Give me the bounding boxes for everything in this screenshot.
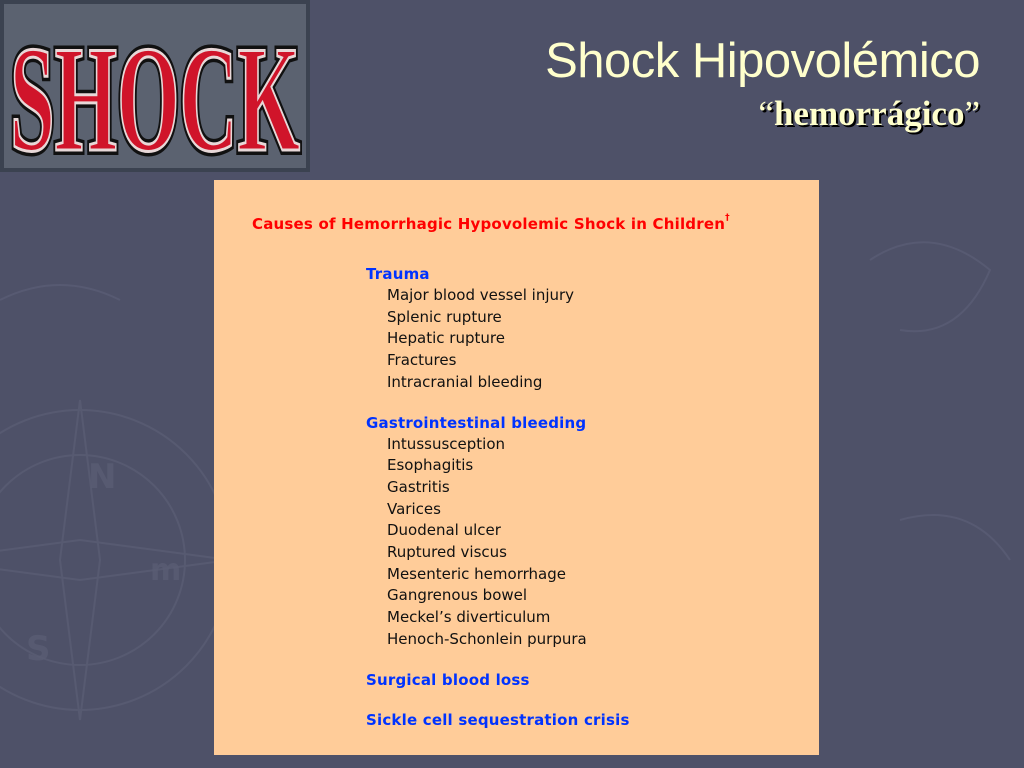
shock-logo: [0, 0, 310, 172]
list-item: Hepatic rupture: [387, 329, 505, 348]
table-caption-text: Causes of Hemorrhagic Hypovolemic Shock in Children: [252, 215, 726, 233]
title-main: Shock Hipovolémico: [545, 34, 980, 88]
list-item: Gastritis: [387, 477, 450, 496]
cause-groups: [366, 263, 630, 749]
list-item: Varices: [387, 499, 441, 518]
list-item: Mesenteric hemorrhage: [387, 564, 566, 583]
subtitle-open-quote: “: [758, 94, 774, 133]
list-item: Intussusception: [387, 434, 506, 453]
causes-table-image: [214, 180, 819, 755]
list-item: Intracranial bleeding: [387, 372, 543, 391]
group-label: Trauma: [366, 265, 430, 283]
group-sickle-cell-crisis: [366, 709, 630, 731]
list-item: Ruptured viscus: [387, 543, 507, 562]
compass-n-label: N: [88, 457, 117, 497]
compass-e-label: m: [150, 553, 182, 588]
subtitle-word: hemorrágico: [773, 94, 965, 133]
list-item: Fractures: [387, 351, 457, 370]
compass-s-label: S: [26, 629, 51, 669]
group-label: Gastrointestinal bleeding: [366, 413, 587, 432]
group-label: Surgical blood loss: [366, 670, 530, 689]
group-label: Sickle cell sequestration crisis: [366, 710, 630, 729]
list-item: Henoch-Schonlein purpura: [387, 629, 587, 648]
list-item: Major blood vessel injury: [387, 286, 575, 304]
logo-text: SHOCK: [10, 15, 300, 172]
list-item: Splenic rupture: [387, 307, 502, 326]
table-caption: [252, 215, 730, 233]
subtitle-close-quote: ”: [964, 94, 980, 133]
slide-title: [545, 30, 980, 136]
list-item: Duodenal ulcer: [387, 521, 501, 540]
title-subtitle: [545, 92, 980, 136]
group-surgical-blood-loss: [366, 669, 630, 691]
logo-text-shadow: SHOCK: [10, 15, 300, 172]
list-item: Esophagitis: [387, 456, 474, 475]
shock-logo-graphic: [0, 0, 310, 172]
table-caption-footnote-mark: †: [725, 213, 730, 223]
list-item: Gangrenous bowel: [387, 586, 528, 605]
group-trauma: [366, 263, 630, 394]
list-item: Meckel’s diverticulum: [387, 608, 551, 627]
group-gastrointestinal-bleeding: [366, 412, 630, 651]
